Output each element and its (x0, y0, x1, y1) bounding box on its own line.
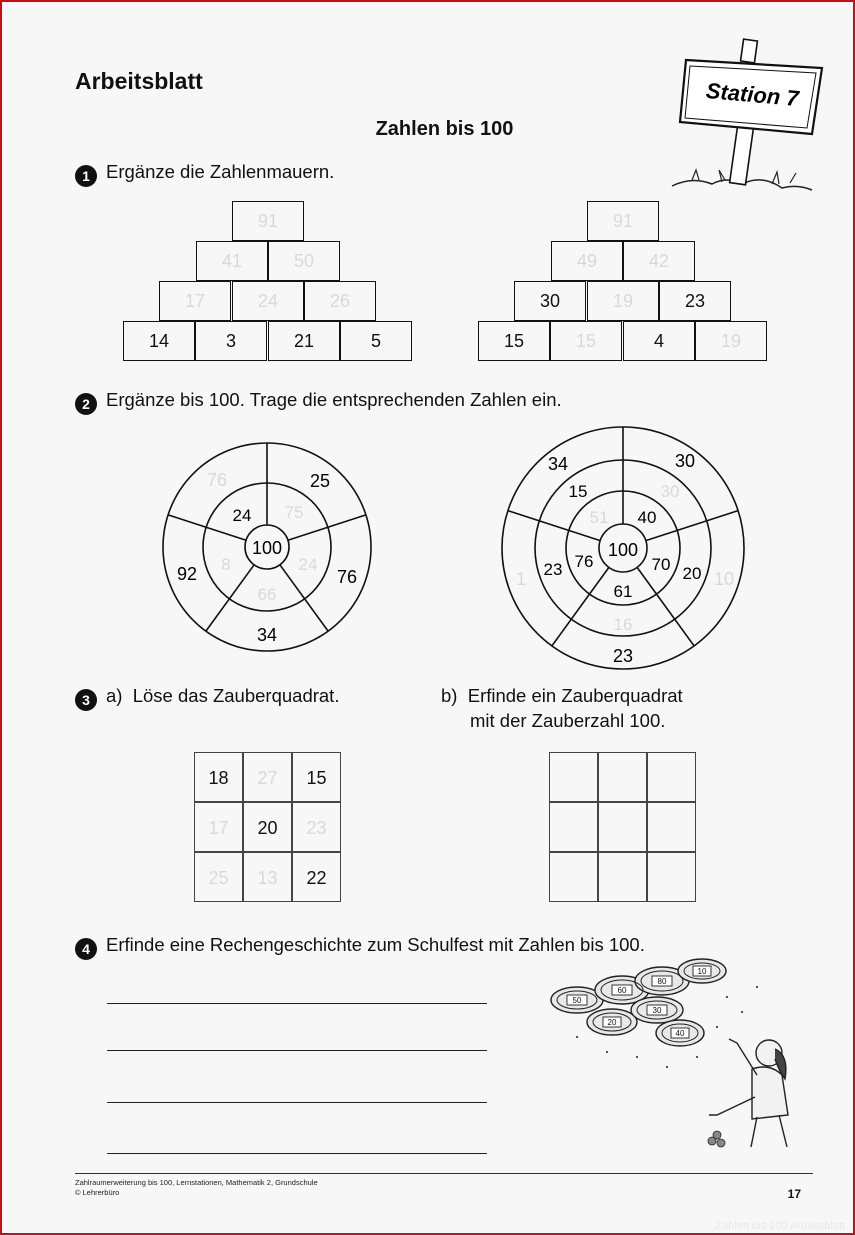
empty-square-cell[interactable] (647, 802, 696, 852)
circle-outer-value: 10 (713, 569, 735, 589)
wall-brick: 91 (232, 201, 304, 241)
circle-middle-value: 23 (543, 560, 563, 579)
wall-brick: 41 (196, 241, 268, 281)
target-label: 40 (675, 1029, 685, 1038)
circle-outer-value: 76 (336, 567, 358, 587)
task2-number-badge: 2 (75, 393, 97, 415)
wall-brick: 91 (587, 201, 659, 241)
task4-text: Erfinde eine Rechengeschichte zum Schulfest mit Zahlen bis 100. (106, 934, 645, 955)
empty-square-cell[interactable] (549, 802, 598, 852)
page-number: 17 (787, 1187, 801, 1201)
wall-brick: 15 (550, 321, 622, 361)
wall-brick: 50 (268, 241, 340, 281)
task1-number-badge: 1 (75, 165, 97, 187)
wall-brick: 14 (123, 321, 195, 361)
task3b-text-line2: mit der Zauberzahl 100. (470, 710, 666, 731)
task2-instruction (75, 389, 562, 415)
circle-inner-value: 76 (574, 552, 594, 571)
wall-brick: 21 (268, 321, 340, 361)
circle-inner-value: 24 (232, 506, 252, 525)
wall-brick: 4 (623, 321, 695, 361)
magic-square-cell: 22 (292, 852, 341, 902)
wall-brick: 19 (587, 281, 659, 321)
task4-number-badge: 4 (75, 938, 97, 960)
footer-text (75, 1178, 318, 1198)
worksheet-subtitle: Zahlen bis 100 (375, 118, 514, 140)
magic-square-cell: 15 (292, 752, 341, 802)
target-label: 10 (697, 967, 707, 976)
wall-brick: 30 (514, 281, 586, 321)
station-sign-illustration (662, 38, 832, 194)
writing-line[interactable] (107, 1003, 487, 1004)
circle-middle-value: 20 (682, 564, 702, 583)
circle-inner-value: 24 (298, 555, 318, 574)
circle-outer-value: 92 (176, 564, 198, 584)
circle-outer-value: 25 (309, 471, 331, 491)
target-label: 30 (652, 1006, 662, 1015)
circle-center-value: 100 (251, 538, 283, 558)
circle-outer-value: 23 (612, 646, 634, 666)
hundred-circle-left (157, 437, 377, 657)
wall-brick: 17 (159, 281, 231, 321)
number-wall-left (123, 201, 413, 362)
empty-square-cell[interactable] (647, 852, 696, 902)
circle-middle-value: 30 (660, 482, 680, 501)
circle-inner-value: 66 (257, 585, 277, 604)
empty-square-cell[interactable] (647, 752, 696, 802)
target-label: 80 (657, 977, 667, 986)
task3b-label: b) (441, 685, 458, 706)
empty-square-cell[interactable] (598, 852, 647, 902)
target-label: 50 (572, 996, 582, 1005)
magic-square-cell: 13 (243, 852, 292, 902)
circle-outer-value: 30 (674, 451, 696, 471)
writing-line[interactable] (107, 1153, 487, 1154)
wall-brick: 3 (195, 321, 267, 361)
footer-line1: Zahlraumerweiterung bis 100, Lernstationen, Mathematik 2, Grundschule (75, 1178, 318, 1187)
magic-square-cell: 17 (194, 802, 243, 852)
watermark-text: Zahlen bis 100 Arbeitsblatt (715, 1220, 845, 1232)
hundred-circle-right (498, 419, 748, 675)
circle-outer-value: 34 (547, 454, 569, 474)
circle-center-value: 100 (607, 540, 639, 560)
task3a-instruction (75, 685, 339, 711)
circle-inner-value: 70 (651, 555, 671, 574)
task1-text: Ergänze die Zahlenmauern. (106, 161, 335, 182)
wall-brick: 26 (304, 281, 376, 321)
wall-brick: 49 (551, 241, 623, 281)
magic-square-a (194, 752, 341, 902)
task3a-text: Löse das Zauberquadrat. (132, 685, 340, 706)
station-sign-text: Station 7 (704, 78, 800, 112)
task2-text: Ergänze bis 100. Trage die entsprechenden Zahlen ein. (106, 389, 562, 410)
footer-rule (75, 1173, 813, 1174)
target-label: 60 (617, 986, 627, 995)
empty-square-cell[interactable] (598, 752, 647, 802)
circle-inner-value: 75 (284, 503, 304, 522)
empty-square-cell[interactable] (549, 852, 598, 902)
writing-line[interactable] (107, 1050, 487, 1051)
task1-instruction (75, 161, 334, 187)
circle-inner-value: 61 (613, 582, 633, 601)
wall-brick: 5 (340, 321, 412, 361)
magic-square-cell: 23 (292, 802, 341, 852)
wall-brick: 24 (232, 281, 304, 321)
wall-brick: 42 (623, 241, 695, 281)
wall-brick: 15 (478, 321, 550, 361)
circle-inner-value: 40 (637, 508, 657, 527)
schoolfest-game-illustration (547, 957, 807, 1157)
target-label: 20 (607, 1018, 617, 1027)
circle-inner-value: 8 (221, 555, 231, 574)
magic-square-cell: 20 (243, 802, 292, 852)
magic-square-cell: 27 (243, 752, 292, 802)
wall-brick: 23 (659, 281, 731, 321)
wall-brick: 19 (695, 321, 767, 361)
circle-outer-value: 34 (256, 625, 278, 645)
circle-outer-value: 76 (206, 470, 228, 490)
circle-outer-value: 1 (515, 569, 527, 589)
circle-middle-value: 16 (613, 615, 633, 634)
task3b-instruction (441, 685, 683, 707)
magic-square-cell: 18 (194, 752, 243, 802)
footer-line2: © Lehrerbüro (75, 1188, 120, 1197)
circle-inner-value: 51 (589, 508, 609, 527)
task3-number-badge: 3 (75, 689, 97, 711)
empty-square-cell[interactable] (598, 802, 647, 852)
task3a-label: a) (106, 685, 123, 706)
empty-square-cell[interactable] (549, 752, 598, 802)
writing-line[interactable] (107, 1102, 487, 1103)
task3b-text-line1: Erfinde ein Zauberquadrat (467, 685, 683, 706)
magic-square-b-empty (549, 752, 696, 902)
number-wall-right (478, 201, 768, 362)
magic-square-cell: 25 (194, 852, 243, 902)
worksheet-title: Arbeitsblatt (75, 68, 203, 94)
circle-middle-value: 15 (568, 482, 588, 501)
